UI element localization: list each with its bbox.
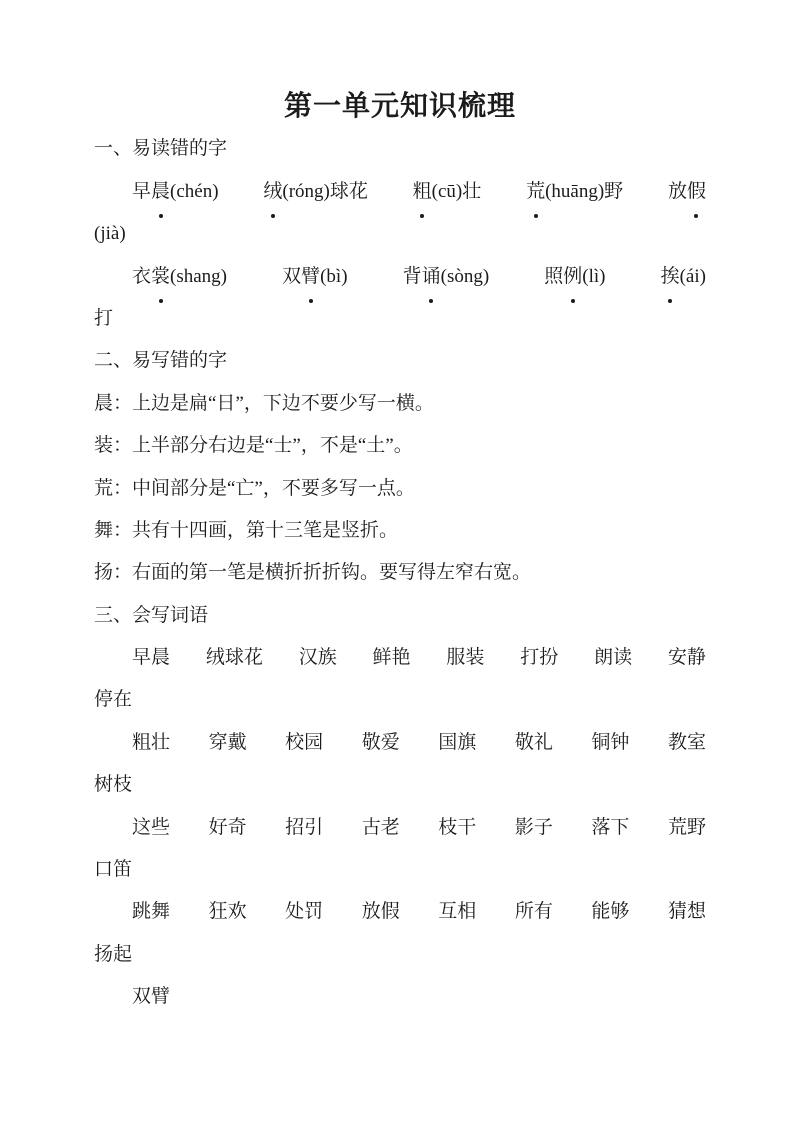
section-heading-2: 二、易写错的字: [94, 350, 228, 372]
word: 好奇: [208, 816, 247, 838]
word: 双臂(bì): [282, 256, 347, 298]
word: 绒(róng)球花: [263, 171, 368, 213]
word-row: [94, 171, 706, 213]
word: 放假: [361, 901, 400, 923]
word: 敬爱: [361, 731, 400, 753]
word-row: [94, 722, 706, 764]
word: 早晨: [132, 647, 171, 669]
word: 汉族: [298, 647, 337, 669]
text-line: (jià): [94, 223, 126, 245]
word: 招引: [285, 816, 324, 838]
text-line: 装：上半部分右边是“士”，不是“土”。: [94, 435, 413, 457]
document-content: [94, 86, 706, 1019]
word: 这些: [132, 816, 171, 838]
word: 背诵(sòng): [403, 256, 490, 298]
word: 安静: [667, 647, 706, 669]
word: 朗读: [594, 647, 633, 669]
emphasis-dot-char: 晨: [151, 171, 170, 213]
document-body: [94, 128, 706, 1018]
section-heading-1: 一、易读错的字: [94, 138, 228, 160]
text-line: 荒：中间部分是“亡”，不要多写一点。: [94, 477, 415, 499]
word-row: [94, 807, 706, 849]
text-line: 扬起: [94, 943, 133, 965]
word: 铜钟: [591, 731, 630, 753]
word: 荒野: [667, 816, 706, 838]
word: 猜想: [667, 901, 706, 923]
text-line: 晨：上边是扁“日”，下边不要少写一横。: [94, 392, 434, 414]
word: 狂欢: [208, 901, 247, 923]
word: 挨(ái): [661, 256, 706, 298]
emphasis-dot-char: 粗: [413, 171, 432, 213]
emphasis-dot-char: 裳: [151, 256, 170, 298]
text-line: 口笛: [94, 859, 133, 881]
page-title: 第一单元知识梳理: [283, 91, 516, 122]
word: 跳舞: [132, 901, 171, 923]
word: 所有: [514, 901, 553, 923]
emphasis-dot-char: 诵: [422, 256, 441, 298]
text-line: 打: [94, 307, 114, 329]
emphasis-dot-char: 假: [687, 171, 706, 213]
word: 枝干: [438, 816, 477, 838]
word: 能够: [591, 901, 630, 923]
word-row: [94, 637, 706, 679]
emphasis-dot-char: 绒: [263, 171, 282, 213]
word: 落下: [591, 816, 630, 838]
word: 校园: [285, 731, 324, 753]
word: 互相: [438, 901, 477, 923]
word: 古老: [361, 816, 400, 838]
word: 绒球花: [205, 647, 263, 669]
word-row: [94, 256, 706, 298]
word: 服装: [446, 647, 485, 669]
word: 打扮: [520, 647, 559, 669]
word-row: [94, 891, 706, 933]
word: 荒(huāng)野: [526, 171, 623, 213]
word: 粗(cū)壮: [413, 171, 482, 213]
text-line: 停在: [94, 689, 133, 711]
word: 影子: [514, 816, 553, 838]
emphasis-dot-char: 荒: [526, 171, 545, 213]
word: 鲜艳: [372, 647, 411, 669]
word: 早晨(chén): [132, 171, 219, 213]
word: 放假: [668, 171, 706, 213]
word: 衣裳(shang): [132, 256, 227, 298]
text-line: 树枝: [94, 774, 133, 796]
text-line: 扬：右面的第一笔是横折折折钩。要写得左窄右宽。: [94, 562, 532, 584]
section-heading-3: 三、会写词语: [94, 604, 209, 626]
word: 穿戴: [208, 731, 247, 753]
word-row: [94, 976, 706, 1018]
word: 双臂: [132, 986, 171, 1008]
emphasis-dot-char: 挨: [661, 256, 680, 298]
emphasis-dot-char: 例: [563, 256, 582, 298]
word: 敬礼: [514, 731, 553, 753]
word: 国旗: [438, 731, 477, 753]
text-line: 舞：共有十四画，第十三笔是竖折。: [94, 519, 399, 541]
word: 教室: [667, 731, 706, 753]
emphasis-dot-char: 臂: [301, 256, 320, 298]
word: 粗壮: [132, 731, 171, 753]
word: 照例(lì): [544, 256, 605, 298]
word: 处罚: [285, 901, 324, 923]
